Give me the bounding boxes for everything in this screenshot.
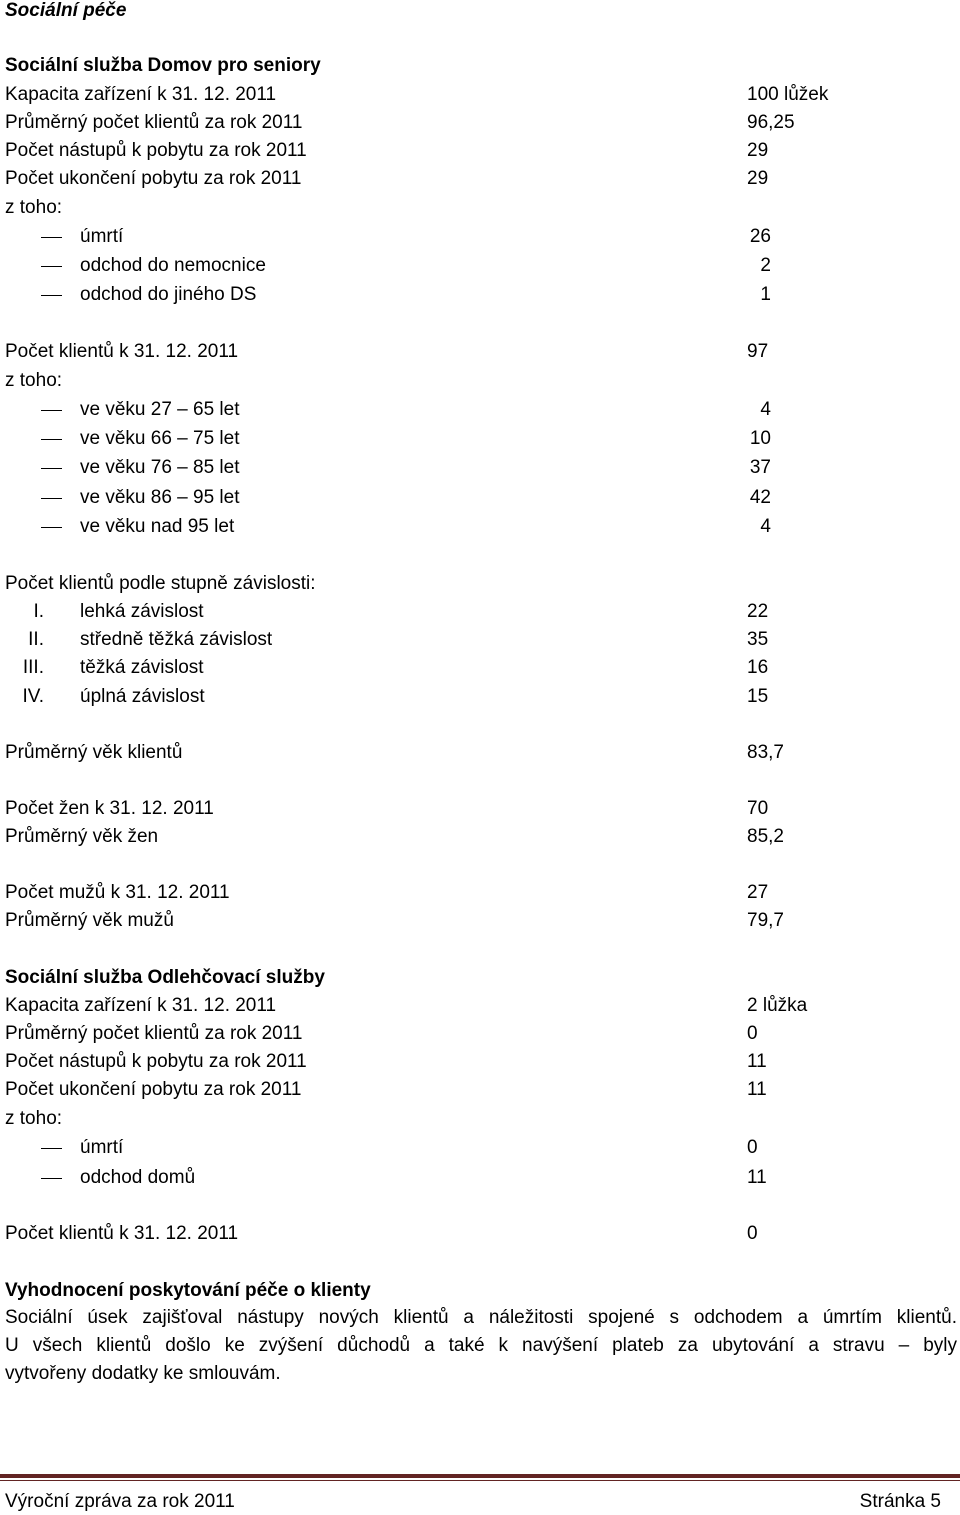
list-item-label: odchod domů	[80, 1167, 196, 1188]
row-label: Průměrný počet klientů za rok 2011	[5, 112, 303, 133]
row-label: Počet klientů k 31. 12. 2011	[5, 1223, 239, 1244]
list-item-value: 11	[747, 1167, 767, 1188]
row-value: 96,25	[747, 112, 795, 133]
row-label: Počet žen k 31. 12. 2011	[5, 798, 214, 819]
list-item-value: 22	[747, 601, 769, 622]
row-value: 29	[747, 168, 769, 189]
footer-rule-thick	[0, 1474, 960, 1478]
row-value: 83,7	[747, 742, 784, 763]
list-item-value: 4	[760, 399, 771, 420]
row-label: Počet ukončení pobytu za rok 2011	[5, 1079, 302, 1100]
row-label: Průměrný věk mužů	[5, 910, 174, 931]
list-item-label: úplná závislost	[80, 686, 205, 707]
dash-bullet	[41, 410, 62, 411]
dash-bullet	[41, 468, 62, 469]
dash-bullet	[41, 266, 62, 267]
list-item-value: 26	[749, 226, 771, 247]
paragraph-line: vytvořeny dodatky ke smlouvám.	[5, 1363, 281, 1384]
row-value: 97	[747, 341, 769, 362]
row-value: 79,7	[747, 910, 784, 931]
dash-bullet	[41, 295, 62, 296]
list-item-label: ve věku 76 – 85 let	[80, 457, 240, 478]
dash-bullet	[41, 498, 62, 499]
list-item-label: ve věku 86 – 95 let	[80, 487, 240, 508]
row-label: Kapacita zařízení k 31. 12. 2011	[5, 995, 277, 1016]
footer-page-number: Stránka 5	[859, 1491, 941, 1512]
list-item-value: 37	[749, 457, 771, 478]
footer-report-title: Výroční zpráva za rok 2011	[5, 1491, 235, 1512]
row-label: Průměrný věk žen	[5, 826, 159, 847]
list-item-value: 35	[747, 629, 769, 650]
list-item-label: úmrtí	[80, 1137, 124, 1158]
dash-bullet	[41, 1148, 62, 1149]
zavislost-heading: Počet klientů podle stupně závislosti:	[5, 573, 316, 594]
roman-numeral: I.	[33, 601, 44, 622]
row-label: Počet mužů k 31. 12. 2011	[5, 882, 230, 903]
section-heading-domov: Sociální služba Domov pro seniory	[5, 55, 321, 76]
row-label: Počet klientů k 31. 12. 2011	[5, 341, 239, 362]
list-item-label: odchod do jiného DS	[80, 284, 257, 305]
dash-bullet	[41, 237, 62, 238]
row-label: Počet nástupů k pobytu za rok 2011	[5, 1051, 307, 1072]
row-label: Průměrný počet klientů za rok 2011	[5, 1023, 303, 1044]
z-toho-label: z toho:	[5, 1108, 63, 1129]
list-item-label: úmrtí	[80, 226, 124, 247]
roman-numeral: II.	[28, 629, 44, 650]
row-value: 85,2	[747, 826, 784, 847]
row-label: Počet nástupů k pobytu za rok 2011	[5, 140, 307, 161]
list-item-value: 15	[747, 686, 769, 707]
row-value: 0	[747, 1023, 758, 1044]
z-toho-label: z toho:	[5, 370, 63, 391]
row-value: 29	[747, 140, 769, 161]
dash-bullet	[41, 439, 62, 440]
dash-bullet	[41, 1178, 62, 1179]
row-label: Průměrný věk klientů	[5, 742, 183, 763]
list-item-label: ve věku 66 – 75 let	[80, 428, 240, 449]
row-value: 11	[747, 1079, 767, 1100]
list-item-value: 0	[747, 1137, 758, 1158]
row-value: 70	[747, 798, 769, 819]
row-label: Počet ukončení pobytu za rok 2011	[5, 168, 302, 189]
section-heading-odlehcovaci: Sociální služba Odlehčovací služby	[5, 967, 325, 988]
paragraph-line: U všech klientů došlo ke zvýšení důchodů a také k navýšení plateb za ubytování a stravu – byly	[5, 1335, 957, 1356]
row-value: 2 lůžka	[747, 995, 808, 1016]
list-item-label: odchod do nemocnice	[80, 255, 266, 276]
list-item-value: 10	[749, 428, 771, 449]
row-value: 27	[747, 882, 769, 903]
list-item-label: lehká závislost	[80, 601, 204, 622]
evaluation-paragraph	[5, 1304, 957, 1388]
page-title: Sociální péče	[5, 0, 127, 21]
roman-numeral: IV.	[22, 686, 44, 707]
list-item-label: těžká závislost	[80, 657, 204, 678]
list-item-value: 2	[760, 255, 771, 276]
footer-rule-thin	[0, 1480, 960, 1481]
list-item-value: 16	[747, 657, 769, 678]
list-item-label: středně těžká závislost	[80, 629, 273, 650]
row-value: 11	[747, 1051, 767, 1072]
list-item-label: ve věku 27 – 65 let	[80, 399, 240, 420]
row-value: 100 lůžek	[747, 84, 829, 105]
z-toho-label: z toho:	[5, 197, 63, 218]
row-label: Kapacita zařízení k 31. 12. 2011	[5, 84, 277, 105]
roman-numeral: III.	[22, 657, 44, 678]
list-item-value: 1	[760, 284, 771, 305]
paragraph-line: Sociální úsek zajišťoval nástupy nových klientů a náležitosti spojené s odchodem a úmrtím klientů.	[5, 1307, 957, 1328]
section-heading-vyhodnoceni: Vyhodnocení poskytování péče o klienty	[5, 1280, 371, 1301]
list-item-label: ve věku nad 95 let	[80, 516, 235, 537]
dash-bullet	[41, 527, 62, 528]
list-item-value: 4	[760, 516, 771, 537]
row-value: 0	[747, 1223, 758, 1244]
list-item-value: 42	[749, 487, 771, 508]
